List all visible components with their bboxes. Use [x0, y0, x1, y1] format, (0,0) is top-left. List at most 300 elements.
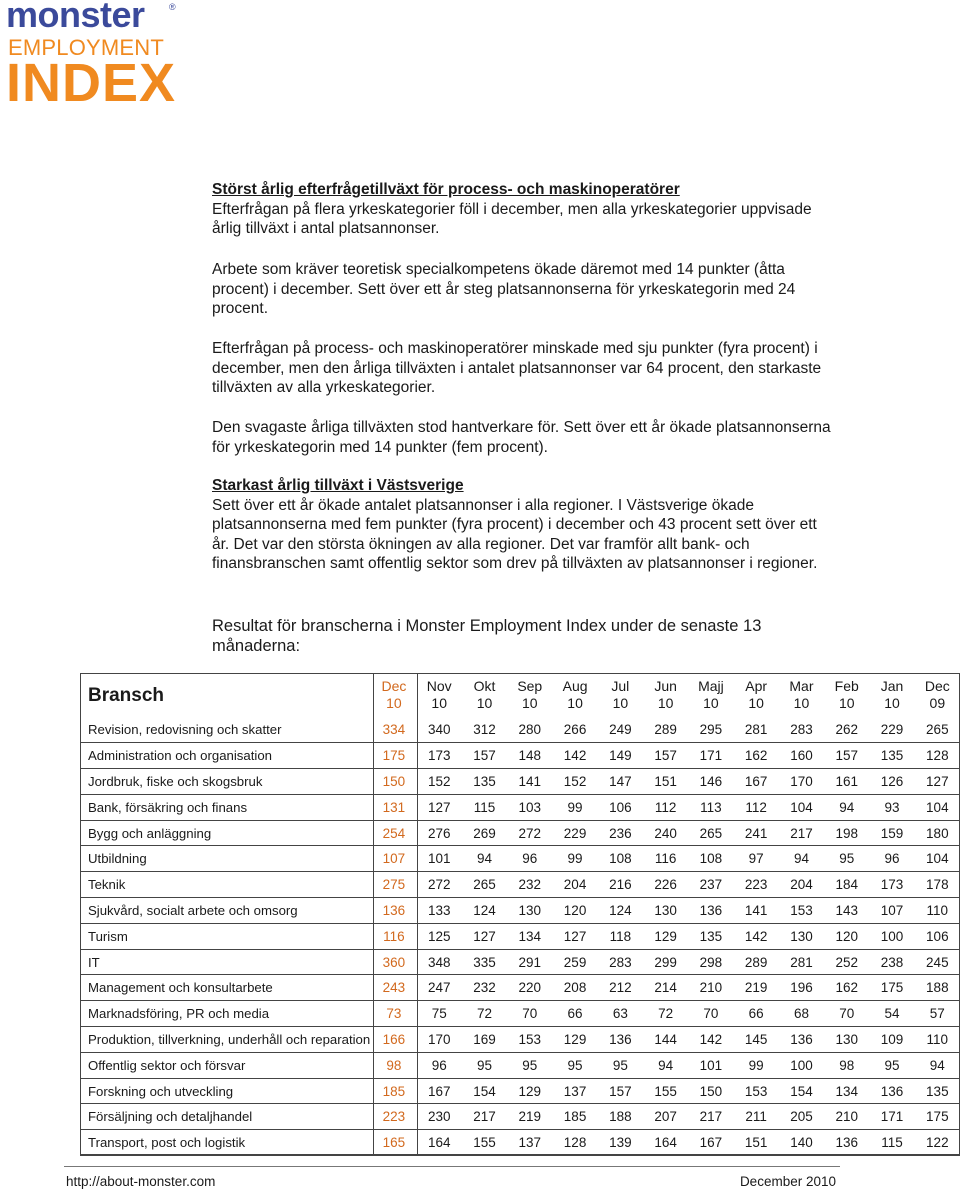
index-value: 204 [552, 872, 597, 898]
month-label: Jan [880, 678, 904, 694]
month-label: Jun [654, 678, 677, 694]
index-value: 133 [417, 898, 462, 924]
month-label: Okt [473, 678, 496, 694]
index-value: 154 [462, 1078, 507, 1104]
index-value: 72 [643, 1001, 688, 1027]
index-value: 109 [869, 1027, 914, 1053]
table-row [80, 872, 960, 898]
index-value: 272 [507, 820, 552, 846]
index-value: 210 [824, 1104, 869, 1130]
index-value: 275 [371, 872, 416, 898]
month-label: Sep [517, 678, 543, 694]
year-label: 10 [793, 695, 810, 711]
index-value: 226 [643, 872, 688, 898]
index-value: 103 [507, 794, 552, 820]
industry-name: Turism [80, 923, 371, 949]
index-value: 97 [734, 846, 779, 872]
year-label: 10 [567, 695, 583, 711]
year-label: 10 [612, 695, 629, 711]
index-value: 149 [598, 743, 643, 769]
index-value: 211 [734, 1104, 779, 1130]
index-value: 335 [462, 949, 507, 975]
index-value: 160 [779, 743, 824, 769]
index-value: 146 [688, 769, 733, 795]
index-value: 135 [688, 923, 733, 949]
index-value: 99 [734, 1052, 779, 1078]
index-value: 266 [552, 717, 597, 743]
table-row [80, 949, 960, 975]
index-value: 122 [915, 1130, 960, 1156]
index-value: 217 [462, 1104, 507, 1130]
index-value: 148 [507, 743, 552, 769]
index-value: 161 [824, 769, 869, 795]
index-value: 295 [688, 717, 733, 743]
index-value: 136 [869, 1078, 914, 1104]
year-label: 10 [386, 695, 402, 711]
index-value: 155 [462, 1130, 507, 1156]
index-value: 312 [462, 717, 507, 743]
year-label: 10 [521, 695, 538, 711]
month-column-header [915, 673, 960, 717]
index-value: 57 [915, 1001, 960, 1027]
section-body: Sett över ett år ökade antalet platsannonser i alla regioner. I Västsverige ökade platsannonserna med fem punkter (fyra procent) i december och 43 procent sett över ett år. Det var den största ökningen av alla regioner. Det var framför allt bank- och finansbranschen samt offentlig sektor som drev på tillväxten av platsannonser i regioner. [212, 496, 818, 572]
index-value: 107 [371, 846, 416, 872]
index-value: 94 [643, 1052, 688, 1078]
monster-employment-index-logo [6, 0, 206, 113]
index-value: 95 [598, 1052, 643, 1078]
index-value: 96 [507, 846, 552, 872]
index-value: 98 [371, 1052, 416, 1078]
month-label: Feb [834, 678, 859, 694]
month-column-header [734, 673, 779, 717]
index-value: 153 [507, 1027, 552, 1053]
index-value: 136 [688, 898, 733, 924]
logo-index: INDEX [6, 53, 177, 113]
index-value: 289 [734, 949, 779, 975]
table-header-row [80, 673, 960, 717]
index-value: 127 [462, 923, 507, 949]
index-value: 137 [507, 1130, 552, 1156]
month-label: Dec [381, 678, 407, 694]
month-label: Dec [924, 678, 950, 694]
index-value: 175 [371, 743, 416, 769]
index-value: 254 [371, 820, 416, 846]
index-value: 212 [598, 975, 643, 1001]
index-value: 185 [371, 1078, 416, 1104]
index-value: 136 [779, 1027, 824, 1053]
table-row [80, 1104, 960, 1130]
index-value: 281 [734, 717, 779, 743]
index-value: 68 [779, 1001, 824, 1027]
section-heading: Starkast årlig tillväxt i Västsverige [212, 477, 464, 494]
table-row [80, 1052, 960, 1078]
index-value: 360 [371, 949, 416, 975]
index-value: 99 [552, 846, 597, 872]
index-value: 205 [779, 1104, 824, 1130]
industry-name: Jordbruk, fiske och skogsbruk [80, 769, 371, 795]
index-value: 245 [915, 949, 960, 975]
industry-name: Bank, försäkring och finans [80, 794, 371, 820]
index-value: 167 [734, 769, 779, 795]
index-value: 185 [552, 1104, 597, 1130]
table-row [80, 769, 960, 795]
index-value: 180 [915, 820, 960, 846]
industry-name: Produktion, tillverkning, underhåll och reparation [80, 1027, 371, 1053]
index-value: 281 [779, 949, 824, 975]
industry-name: Bygg och anläggning [80, 820, 371, 846]
month-label: Majj [698, 678, 724, 694]
index-value: 136 [598, 1027, 643, 1053]
index-value: 153 [734, 1078, 779, 1104]
index-value: 219 [734, 975, 779, 1001]
index-value: 165 [371, 1130, 416, 1156]
index-value: 151 [734, 1130, 779, 1156]
index-value: 167 [417, 1078, 462, 1104]
index-value: 96 [417, 1052, 462, 1078]
table-row [80, 717, 960, 743]
table-row [80, 743, 960, 769]
section-regions [212, 476, 832, 574]
index-value: 166 [371, 1027, 416, 1053]
bransch-header: Bransch [88, 684, 165, 706]
index-value: 283 [779, 717, 824, 743]
paragraph: Den svagaste årliga tillväxten stod hantverkare för. Sett över ett år ökade platsannonserna för yrkeskategorin med 14 punkter (fem procent). [212, 419, 831, 456]
index-value: 144 [643, 1027, 688, 1053]
table-intro: Resultat för branscherna i Monster Employment Index under de senaste 13 månaderna: [212, 617, 762, 655]
index-value: 95 [507, 1052, 552, 1078]
index-value: 196 [779, 975, 824, 1001]
index-value: 116 [643, 846, 688, 872]
index-value: 223 [734, 872, 779, 898]
table-row [80, 1001, 960, 1027]
index-value: 98 [824, 1052, 869, 1078]
index-value: 217 [688, 1104, 733, 1130]
index-value: 241 [734, 820, 779, 846]
index-value: 171 [688, 743, 733, 769]
footer-divider [64, 1166, 840, 1167]
month-label: Mar [789, 678, 814, 694]
index-value: 280 [507, 717, 552, 743]
index-value: 236 [598, 820, 643, 846]
industry-name: Administration och organisation [80, 743, 371, 769]
index-value: 75 [417, 1001, 462, 1027]
index-value: 136 [371, 898, 416, 924]
index-value: 125 [417, 923, 462, 949]
month-column-header [869, 673, 914, 717]
month-column-header [824, 673, 869, 717]
index-value: 108 [688, 846, 733, 872]
index-value: 143 [824, 898, 869, 924]
index-value: 145 [734, 1027, 779, 1053]
paragraph: Efterfrågan på process- och maskinoperatörer minskade med sju punkter (fyra procent) i december, men den årliga tillväxten i antalet platsannonser var 64 procent, den starkaste tillväxten av alla yrkeskategorier. [212, 340, 822, 396]
index-value: 207 [643, 1104, 688, 1130]
index-value: 252 [824, 949, 869, 975]
industry-name: Management och konsultarbete [80, 975, 371, 1001]
index-value: 262 [824, 717, 869, 743]
index-value: 139 [598, 1130, 643, 1156]
index-value: 265 [915, 717, 960, 743]
index-value: 167 [688, 1130, 733, 1156]
index-value: 157 [598, 1078, 643, 1104]
industry-name: Teknik [80, 872, 371, 898]
index-value: 127 [552, 923, 597, 949]
index-value: 66 [552, 1001, 597, 1027]
index-value: 216 [598, 872, 643, 898]
logo-employment: EMPLOYMENT [8, 35, 165, 60]
index-value: 164 [417, 1130, 462, 1156]
index-value: 184 [824, 872, 869, 898]
index-value: 334 [371, 717, 416, 743]
index-value: 243 [371, 975, 416, 1001]
industry-name: Utbildning [80, 846, 371, 872]
index-value: 171 [869, 1104, 914, 1130]
industry-name: Transport, post och logistik [80, 1130, 371, 1156]
industry-name: Försäljning och detaljhandel [80, 1104, 371, 1130]
index-value: 298 [688, 949, 733, 975]
table-row [80, 923, 960, 949]
index-value: 162 [824, 975, 869, 1001]
section-body: Efterfrågan på flera yrkeskategorier föll i december, men alla yrkeskategorier uppvisade årlig tillväxt i antal platsannonser. [212, 200, 812, 237]
month-column-header [779, 673, 824, 717]
index-value: 96 [869, 846, 914, 872]
index-value: 208 [552, 975, 597, 1001]
year-label: 10 [657, 695, 674, 711]
index-value: 247 [417, 975, 462, 1001]
year-label: 10 [431, 695, 447, 711]
index-value: 99 [552, 794, 597, 820]
index-value: 128 [552, 1130, 597, 1156]
index-value: 157 [643, 743, 688, 769]
logo-registered-mark: ® [169, 2, 176, 12]
index-value: 214 [643, 975, 688, 1001]
index-value: 135 [915, 1078, 960, 1104]
month-column-header [688, 673, 733, 717]
index-value: 142 [688, 1027, 733, 1053]
index-value: 70 [688, 1001, 733, 1027]
industry-name: Forskning och utveckling [80, 1078, 371, 1104]
footer-date: December 2010 [739, 1174, 836, 1189]
year-label: 10 [748, 695, 764, 711]
index-value: 162 [734, 743, 779, 769]
month-column-header [462, 673, 507, 717]
index-value: 198 [824, 820, 869, 846]
year-label: 10 [884, 695, 900, 711]
table-row [80, 1078, 960, 1104]
industry-index-table [80, 673, 960, 1156]
index-value: 115 [869, 1130, 914, 1156]
industry-name: Revision, redovisning och skatter [80, 717, 371, 743]
index-value: 204 [779, 872, 824, 898]
year-label: 09 [929, 695, 946, 711]
index-value: 152 [552, 769, 597, 795]
paragraph: Arbete som kräver teoretisk specialkompetens ökade däremot med 14 punkter (åtta procent) i december. Sett över ett år steg platsannonserna för yrkeskategorin med 24 procent. [212, 261, 796, 317]
index-value: 107 [869, 898, 914, 924]
industry-name: IT [80, 949, 371, 975]
index-value: 249 [598, 717, 643, 743]
index-value: 173 [417, 743, 462, 769]
index-value: 94 [824, 794, 869, 820]
index-value: 159 [869, 820, 914, 846]
index-value: 141 [734, 898, 779, 924]
index-value: 116 [371, 923, 416, 949]
index-value: 157 [824, 743, 869, 769]
section-heading: Störst årlig efterfrågetillväxt för process- och maskinoperatörer [212, 181, 680, 198]
index-value: 113 [688, 794, 733, 820]
index-value: 223 [371, 1104, 416, 1130]
index-value: 259 [552, 949, 597, 975]
table-row [80, 820, 960, 846]
table-row [80, 1027, 960, 1053]
index-value: 151 [643, 769, 688, 795]
table-body [80, 717, 960, 1156]
index-value: 112 [734, 794, 779, 820]
index-value: 110 [915, 1027, 960, 1053]
index-value: 237 [688, 872, 733, 898]
index-value: 240 [643, 820, 688, 846]
index-value: 118 [598, 923, 643, 949]
index-value: 108 [598, 846, 643, 872]
index-value: 70 [507, 1001, 552, 1027]
index-value: 72 [462, 1001, 507, 1027]
index-value: 124 [462, 898, 507, 924]
index-value: 135 [462, 769, 507, 795]
index-value: 173 [869, 872, 914, 898]
index-value: 229 [552, 820, 597, 846]
index-value: 130 [507, 898, 552, 924]
index-value: 63 [598, 1001, 643, 1027]
index-value: 154 [779, 1078, 824, 1104]
index-value: 220 [507, 975, 552, 1001]
index-value: 112 [643, 794, 688, 820]
index-value: 219 [507, 1104, 552, 1130]
index-value: 126 [869, 769, 914, 795]
index-value: 106 [915, 923, 960, 949]
index-value: 66 [734, 1001, 779, 1027]
index-value: 134 [507, 923, 552, 949]
index-value: 135 [869, 743, 914, 769]
index-value: 265 [462, 872, 507, 898]
index-value: 272 [417, 872, 462, 898]
index-value: 283 [598, 949, 643, 975]
index-value: 130 [643, 898, 688, 924]
index-value: 95 [552, 1052, 597, 1078]
index-value: 120 [824, 923, 869, 949]
index-value: 348 [417, 949, 462, 975]
index-value: 170 [779, 769, 824, 795]
index-value: 73 [371, 1001, 416, 1027]
index-value: 265 [688, 820, 733, 846]
index-value: 94 [779, 846, 824, 872]
year-label: 10 [703, 695, 719, 711]
table-row [80, 898, 960, 924]
index-value: 137 [552, 1078, 597, 1104]
index-value: 291 [507, 949, 552, 975]
index-value: 104 [915, 846, 960, 872]
index-value: 130 [824, 1027, 869, 1053]
index-value: 164 [643, 1130, 688, 1156]
index-value: 106 [598, 794, 643, 820]
index-value: 169 [462, 1027, 507, 1053]
index-value: 127 [417, 794, 462, 820]
index-value: 217 [779, 820, 824, 846]
index-value: 130 [779, 923, 824, 949]
index-value: 54 [869, 1001, 914, 1027]
index-value: 131 [371, 794, 416, 820]
index-value: 150 [688, 1078, 733, 1104]
index-value: 232 [462, 975, 507, 1001]
table-row [80, 846, 960, 872]
index-value: 93 [869, 794, 914, 820]
index-value: 140 [779, 1130, 824, 1156]
month-label: Nov [426, 678, 452, 694]
index-value: 115 [462, 794, 507, 820]
index-value: 95 [462, 1052, 507, 1078]
index-value: 129 [507, 1078, 552, 1104]
index-value: 136 [824, 1130, 869, 1156]
month-column-header [598, 673, 643, 717]
index-value: 175 [915, 1104, 960, 1130]
index-value: 70 [824, 1001, 869, 1027]
month-label: Apr [745, 678, 768, 694]
index-value: 134 [824, 1078, 869, 1104]
month-column-header [643, 673, 688, 717]
index-value: 127 [915, 769, 960, 795]
index-value: 175 [869, 975, 914, 1001]
index-value: 152 [417, 769, 462, 795]
index-value: 188 [915, 975, 960, 1001]
year-label: 10 [476, 695, 493, 711]
index-value: 124 [598, 898, 643, 924]
index-value: 129 [643, 923, 688, 949]
year-label: 10 [838, 695, 855, 711]
index-value: 110 [915, 898, 960, 924]
month-column-header [417, 673, 462, 717]
index-value: 210 [688, 975, 733, 1001]
index-value: 153 [779, 898, 824, 924]
month-column-header [552, 673, 597, 717]
index-value: 101 [417, 846, 462, 872]
index-value: 94 [915, 1052, 960, 1078]
index-value: 230 [417, 1104, 462, 1130]
index-value: 289 [643, 717, 688, 743]
index-value: 276 [417, 820, 462, 846]
index-value: 94 [462, 846, 507, 872]
month-column-header [507, 673, 552, 717]
index-value: 95 [824, 846, 869, 872]
index-value: 340 [417, 717, 462, 743]
index-value: 188 [598, 1104, 643, 1130]
index-value: 178 [915, 872, 960, 898]
index-value: 142 [734, 923, 779, 949]
index-value: 104 [779, 794, 824, 820]
index-value: 104 [915, 794, 960, 820]
index-value: 155 [643, 1078, 688, 1104]
month-column-header [371, 673, 416, 717]
index-value: 269 [462, 820, 507, 846]
index-value: 128 [915, 743, 960, 769]
index-value: 95 [869, 1052, 914, 1078]
index-value: 299 [643, 949, 688, 975]
index-value: 101 [688, 1052, 733, 1078]
table-row [80, 794, 960, 820]
table-row [80, 975, 960, 1001]
index-value: 238 [869, 949, 914, 975]
index-value: 147 [598, 769, 643, 795]
table-row [80, 1130, 960, 1156]
index-value: 157 [462, 743, 507, 769]
index-value: 120 [552, 898, 597, 924]
industry-name: Sjukvård, socialt arbete och omsorg [80, 898, 371, 924]
